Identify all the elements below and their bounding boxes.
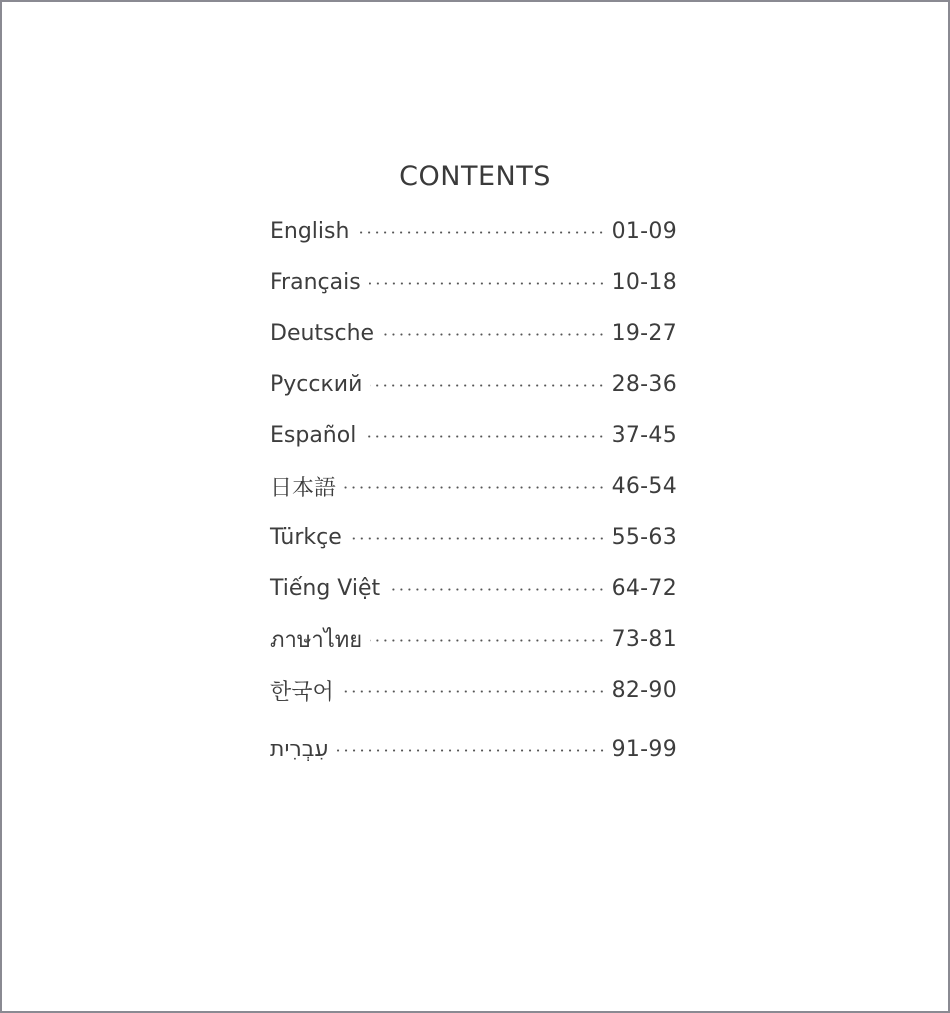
toc-page-range: 01-09	[611, 219, 677, 244]
toc-page-range: 55-63	[611, 525, 677, 550]
toc-page-range: 28-36	[611, 372, 677, 397]
toc-language-label: 日本語	[270, 476, 337, 501]
dot-leader	[342, 690, 606, 693]
toc-page-range: 46-54	[611, 474, 677, 499]
toc-language-label: 한국어	[270, 680, 334, 705]
contents-list	[270, 206, 677, 775]
toc-entry-english[interactable]	[270, 206, 677, 257]
dot-leader	[370, 384, 605, 387]
dot-leader	[337, 749, 606, 752]
toc-entry-french[interactable]	[270, 257, 677, 308]
toc-language-label: Türkçe	[270, 525, 342, 550]
toc-language-label: Deutsche	[270, 321, 375, 346]
dot-leader	[364, 435, 605, 438]
toc-entry-german[interactable]	[270, 308, 677, 359]
toc-language-label: עִבְרִית	[270, 737, 329, 762]
toc-entry-russian[interactable]	[270, 359, 677, 410]
toc-page-range: 19-27	[611, 321, 677, 346]
toc-entry-thai[interactable]	[270, 614, 677, 665]
toc-page-range: 73-81	[611, 627, 677, 652]
dot-leader	[369, 282, 606, 285]
toc-entry-hebrew[interactable]	[270, 724, 677, 775]
toc-entry-spanish[interactable]	[270, 410, 677, 461]
dot-leader	[370, 639, 605, 642]
toc-language-label: Русский	[270, 372, 363, 397]
toc-language-label: ภาษาไทย	[270, 628, 363, 653]
contents-title: CONTENTS	[399, 161, 551, 192]
toc-entry-korean[interactable]	[270, 665, 677, 716]
toc-language-label: Français	[270, 270, 361, 295]
toc-page-range: 91-99	[611, 737, 677, 762]
dot-leader	[357, 231, 605, 234]
toc-language-label: English	[270, 219, 350, 244]
toc-page-range: 82-90	[611, 678, 677, 703]
toc-page-range: 64-72	[611, 576, 677, 601]
toc-language-label: Español	[270, 423, 357, 448]
dot-leader	[388, 588, 605, 591]
toc-language-label: Tiếng Việt	[270, 576, 381, 601]
toc-page-range: 10-18	[611, 270, 677, 295]
toc-page-range: 37-45	[611, 423, 677, 448]
dot-leader	[350, 537, 606, 540]
toc-entry-japanese[interactable]	[270, 461, 677, 512]
dot-leader	[344, 486, 606, 489]
toc-entry-turkish[interactable]	[270, 512, 677, 563]
dot-leader	[382, 333, 605, 336]
toc-entry-vietnamese[interactable]	[270, 563, 677, 614]
